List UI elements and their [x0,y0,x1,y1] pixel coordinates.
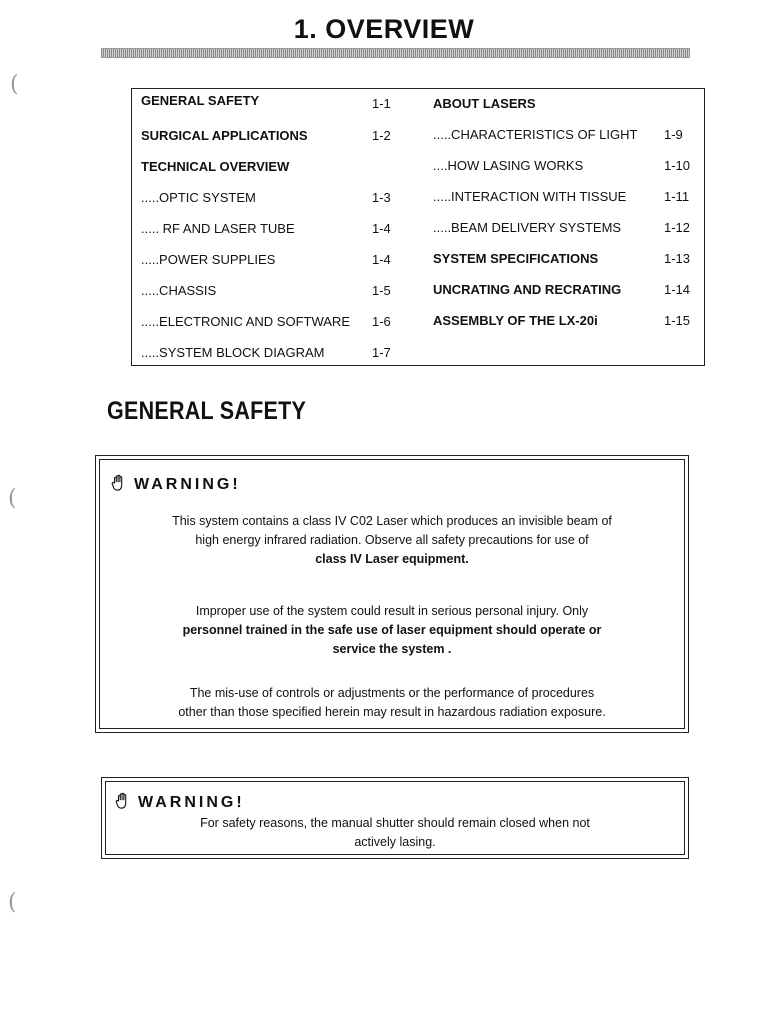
toc-entry-label: ..... RF AND LASER TUBE [141,221,295,236]
warning-line: actively lasing. [354,835,436,849]
toc-entry-label: .....OPTIC SYSTEM [141,190,256,205]
toc-entry-page: 1-9 [664,127,683,142]
warning-box-primary [95,455,689,733]
toc-entry-label: SYSTEM SPECIFICATIONS [433,251,599,266]
toc-entry-page: 1-10 [664,158,691,173]
warning-line: This system contains a class IV C02 Laser which produces an invisible beam of [172,514,612,528]
warning-paragraph [96,602,688,659]
toc-entry-label: .....ELECTRONIC AND SOFTWARE [141,314,350,329]
warning-line: personnel trained in the safe use of laser equipment should operate or [182,623,602,637]
warning-line: For safety reasons, the manual shutter should remain closed when not [200,816,590,830]
warning-line: high energy infrared radiation. Observe all safety precautions for use of [195,533,589,547]
warning-paragraph [96,684,688,722]
margin-mark: ( [8,486,17,511]
warning-line: Improper use of the system could result in serious personal injury. Only [195,604,589,618]
toc-entry-page: 1-13 [664,251,691,266]
warning-box-shutter [101,777,689,859]
toc-entry-label: ABOUT LASERS [433,96,536,111]
toc-entry-label: ASSEMBLY OF THE LX-20i [433,313,598,328]
toc-entry-label: TECHNICAL OVERVIEW [141,159,290,174]
warning-title: WARNING! [138,794,245,811]
toc-entry-page: 1-3 [372,190,391,205]
toc-entry-page: 1-7 [372,345,391,360]
toc-entry-label: GENERAL SAFETY [141,93,260,108]
table-of-contents [131,88,705,366]
warning-line: The mis-use of controls or adjustments or the performance of procedures [189,686,595,700]
toc-entry-page: 1-5 [372,283,391,298]
margin-mark: ( [8,890,17,915]
warning-text [102,814,688,852]
toc-entry-label: .....SYSTEM BLOCK DIAGRAM [141,345,325,360]
warning-title: WARNING! [134,476,241,493]
toc-entry-page: 1-11 [664,189,690,204]
toc-entry-page: 1-6 [372,314,391,329]
toc-entry-label: .....CHASSIS [141,283,217,298]
section-heading: GENERAL SAFETY [107,397,307,425]
toc-entry-label: .....CHARACTERISTICS OF LIGHT [433,127,638,142]
toc-entry-page: 1-2 [372,128,391,143]
toc-entry-label: .....BEAM DELIVERY SYSTEMS [433,220,622,235]
margin-mark: ( [10,72,19,97]
hand-stop-icon [114,792,132,810]
warning-line: service the system . [332,642,452,656]
warning-line: other than those specified herein may result in hazardous radiation exposure. [178,705,606,719]
toc-entry-page: 1-14 [664,282,691,297]
toc-entry-label: UNCRATING AND RECRATING [433,282,622,297]
toc-entry-label: .....INTERACTION WITH TISSUE [433,189,627,204]
toc-entry-page: 1-4 [372,252,391,267]
warning-line: class IV Laser equipment. [315,552,469,566]
toc-entry-label: .....POWER SUPPLIES [141,252,276,267]
toc-entry-page: 1-4 [372,221,391,236]
title-rule [101,48,690,58]
toc-entry-page: 1-1 [372,96,391,111]
toc-entry-page: 1-15 [664,313,691,328]
toc-entry-label: ....HOW LASING WORKS [433,158,584,173]
toc-entry-label: SURGICAL APPLICATIONS [141,128,308,143]
toc-entry-page: 1-12 [664,220,691,235]
warning-paragraph [96,512,688,569]
hand-stop-icon [110,474,128,492]
page-title: 1. OVERVIEW [293,14,475,44]
